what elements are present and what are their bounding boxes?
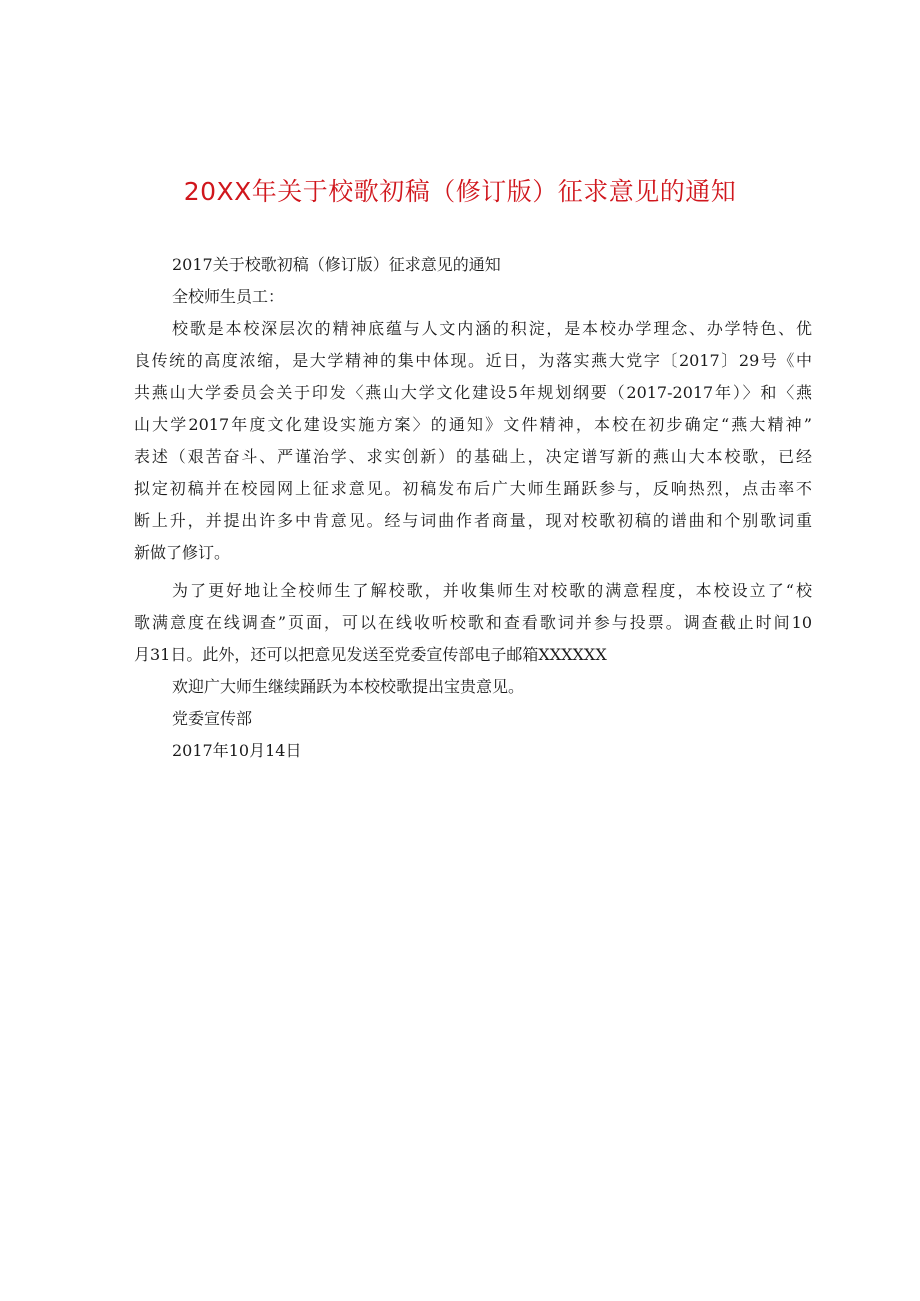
paragraph-line: 共燕山大学委员会关于印发〈燕山大学文化建设5年规划纲要（2017-2017年）〉和〈燕	[134, 383, 812, 402]
paragraph-line: 新做了修订。	[134, 543, 231, 562]
paragraph-line: 为了更好地让全校师生了解校歌，并收集师生对校歌的满意程度，本校设立了“校	[172, 581, 812, 600]
document-date: 2017年10月14日	[172, 741, 302, 760]
document-body	[134, 249, 812, 767]
paragraph-line: 月31日。此外，还可以把意见发送至党委宣传部电子邮箱XXXXXX	[134, 645, 607, 664]
salutation: 全校师生员工：	[172, 287, 285, 306]
paragraph-line: 山大学2017年度文化建设实施方案〉的通知》文件精神，本校在初步确定“燕大精神”	[134, 415, 812, 434]
paragraph-line: 歌满意度在线调查”页面，可以在线收听校歌和查看歌词并参与投票。调查截止时间10	[134, 613, 812, 632]
document-title: 20XX年关于校歌初稿（修订版）征求意见的通知	[183, 177, 737, 206]
document-subtitle: 2017关于校歌初稿（修订版）征求意见的通知	[172, 255, 501, 274]
signature: 党委宣传部	[172, 709, 253, 728]
paragraph-line: 良传统的高度浓缩，是大学精神的集中体现。近日，为落实燕大党字〔2017〕29号《中	[134, 351, 812, 370]
paragraph-line: 断上升，并提出许多中肯意见。经与词曲作者商量，现对校歌初稿的谱曲和个别歌词重	[134, 511, 812, 530]
paragraph-line: 表述（艰苦奋斗、严谨治学、求实创新）的基础上，决定谱写新的燕山大本校歌，已经	[134, 447, 812, 466]
paragraph-1	[134, 313, 812, 569]
paragraph-line: 校歌是本校深层次的精神底蕴与人文内涵的积淀，是本校办学理念、办学特色、优	[172, 319, 812, 338]
closing-remark: 欢迎广大师生继续踊跃为本校校歌提出宝贵意见。	[172, 677, 525, 696]
paragraph-line: 拟定初稿并在校园网上征求意见。初稿发布后广大师生踊跃参与，反响热烈，点击率不	[134, 479, 812, 498]
paragraph-2	[134, 575, 812, 671]
